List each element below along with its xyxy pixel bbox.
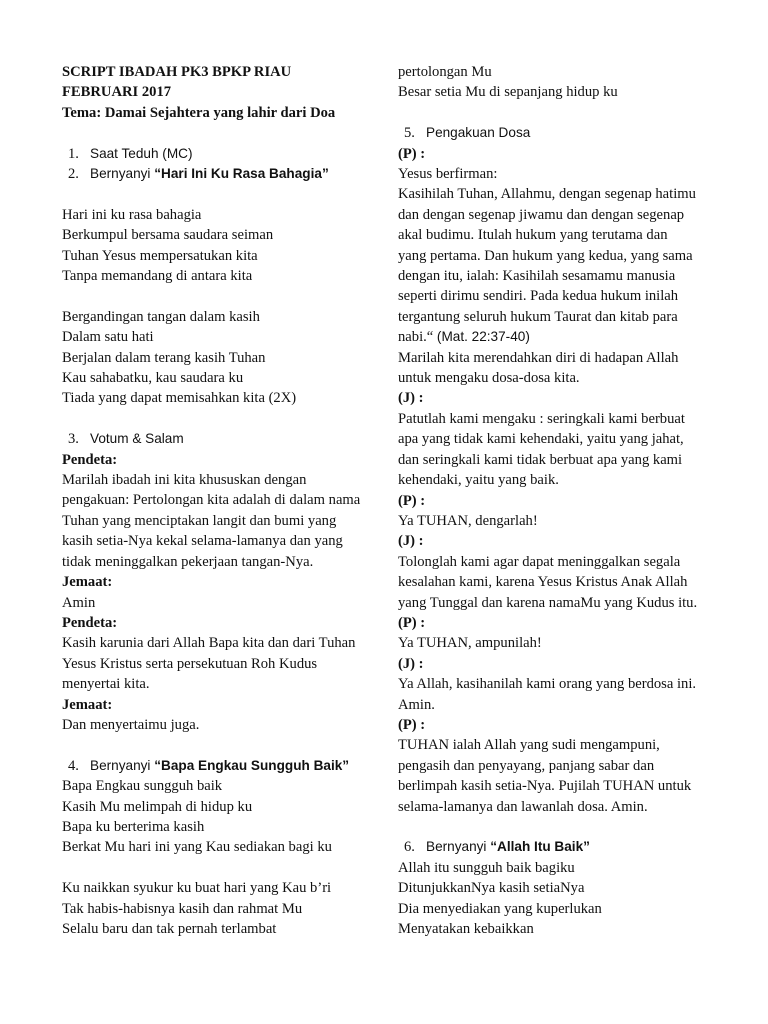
song-title: “Allah Itu Baik”: [490, 839, 590, 855]
speaker-label: Pendeta:: [62, 614, 118, 631]
text-line: Yesus Kristus serta persekutuan Roh Kudus: [62, 655, 318, 672]
text-line: akal budimu. Itulah hukum yang terutama dan: [398, 227, 668, 244]
lyric-line: Berjalan dalam terang kasih Tuhan: [62, 349, 266, 366]
text-line: Tolonglah kami agar dapat meninggalkan segala: [398, 553, 681, 570]
text-line: TUHAN ialah Allah yang sudi mengampuni,: [398, 737, 660, 754]
text-line: Ya Allah, kasihanilah kami orang yang berdosa ini.: [398, 676, 697, 693]
lyric-line: Berkat Mu hari ini yang Kau sediakan bagi ku: [62, 839, 332, 856]
list-item-text: Votum & Salam: [90, 431, 184, 447]
text-line: Kasih karunia dari Allah Bapa kita dan dari Tuhan: [62, 635, 356, 652]
lyric-line: Bapa ku berterima kasih: [62, 818, 205, 835]
list-item-text: Saat Teduh (MC): [90, 145, 193, 161]
text-line: kehendaki, yaitu yang baik.: [398, 472, 559, 489]
text-line: Dan menyertaimu juga.: [62, 716, 200, 733]
text-line: dan seringkali kami tidak berbuat apa yang kami: [398, 451, 683, 468]
text-line: dengan itu, ialah: Kasihilah sesamamu manusia: [398, 268, 676, 285]
left-column: [62, 62, 382, 939]
lyric-line: Hari ini ku rasa bahagia: [62, 206, 202, 223]
text-line: seperti dirimu sendiri. Pada kedua hukum inilah: [398, 288, 679, 305]
speaker-label: (P) :: [398, 145, 426, 162]
list-number: 2.: [68, 166, 79, 183]
text-line: Ya TUHAN, dengarlah!: [398, 512, 538, 529]
list-number: 3.: [68, 431, 79, 448]
list-number: 6.: [404, 839, 415, 856]
list-item-4: [62, 756, 382, 776]
text-line: dan dengan segenap jiwamu dan dengan segenap: [398, 206, 685, 223]
lyric-line: Dia menyediakan yang kuperlukan: [398, 900, 602, 917]
text-line: Patutlah kami mengaku : seringkali kami berbuat: [398, 410, 685, 427]
list-item-text: Pengakuan Dosa: [426, 125, 531, 141]
text-line: Amin: [62, 594, 96, 611]
text-line: Kasihilah Tuhan, Allahmu, dengan segenap hatimu: [398, 186, 696, 203]
document-date: FEBRUARI 2017: [62, 84, 172, 101]
right-column: [398, 62, 728, 939]
text-fragment: nabi.“: [398, 329, 434, 346]
lyric-line: Selalu baru dan tak pernah terlambat: [62, 920, 277, 937]
document-theme: Tema: Damai Sejahtera yang lahir dari Doa: [62, 104, 336, 121]
text-line: Marilah kita merendahkan diri di hadapan Allah: [398, 349, 679, 366]
list-item-6: [398, 837, 728, 857]
lyric-line: Tuhan Yesus mempersatukan kita: [62, 247, 258, 264]
text-line: yang pertama. Dan hukum yang kedua, yang sama: [398, 247, 693, 264]
list-item-text: Bernyanyi: [90, 166, 155, 182]
text-line: tergantung seluruh hukum Taurat dan kitab para: [398, 308, 678, 325]
lyric-line: Tiada yang dapat memisahkan kita (2X): [62, 390, 297, 407]
song-title: “Bapa Engkau Sungguh Baik”: [154, 757, 350, 773]
text-line: Ya TUHAN, ampunilah!: [398, 635, 542, 652]
text-line: kesalahan kami, karena Yesus Kristus Anak Allah: [398, 574, 688, 591]
list-item-1: [62, 144, 382, 164]
text-line: pengasih dan penyayang, panjang sabar dan: [398, 757, 655, 774]
lyric-line: DitunjukkanNya kasih setiaNya: [398, 880, 585, 897]
text-line: tidak meninggalkan pekerjaan tangan-Nya.: [62, 553, 314, 570]
speaker-label: Jemaat:: [62, 574, 113, 591]
text-line: berlimpah kasih setia-Nya. Pujilah TUHAN untuk: [398, 778, 692, 795]
lyric-line: Besar setia Mu di sepanjang hidup ku: [398, 84, 618, 101]
text-line: Marilah ibadah ini kita khususkan dengan: [62, 472, 307, 489]
list-item-text: Bernyanyi: [90, 757, 155, 773]
lyric-line: Bapa Engkau sungguh baik: [62, 778, 223, 795]
list-number: 5.: [404, 125, 415, 142]
lyric-line: Kau sahabatku, kau saudara ku: [62, 370, 244, 387]
speaker-label: (J) :: [398, 655, 424, 672]
text-line: pengakuan: Pertolongan kita adalah di dalam nama: [62, 492, 361, 509]
text-line: Yesus berfirman:: [398, 166, 498, 183]
list-number: 4.: [68, 757, 79, 774]
lyric-line: Dalam satu hati: [62, 329, 154, 346]
text-line: untuk mengaku dosa-dosa kita.: [398, 370, 580, 387]
text-line: apa yang tidak kami kehendaki, yaitu yang jahat,: [398, 431, 684, 448]
scripture-reference: (Mat. 22:37-40): [436, 329, 530, 345]
text-line: selama-lamanya dan lawanlah dosa. Amin.: [398, 798, 648, 815]
lyric-line: Menyatakan kebaikkan: [398, 921, 534, 938]
lyric-line: Berkumpul bersama saudara seiman: [62, 227, 274, 244]
lyric-line: Tak habis-habisnya kasih dan rahmat Mu: [62, 900, 303, 917]
speaker-label: Pendeta:: [62, 451, 118, 468]
list-item-3: [62, 429, 382, 449]
text-line: menyertai kita.: [62, 676, 150, 693]
lyric-line: Ku naikkan syukur ku buat hari yang Kau b’ri: [62, 880, 332, 897]
document-title: SCRIPT IBADAH PK3 BPKP RIAU: [62, 64, 292, 80]
speaker-label: Jemaat:: [62, 696, 113, 713]
lyric-line: Bergandingan tangan dalam kasih: [62, 308, 260, 325]
list-item-5: [398, 123, 728, 143]
list-item-text: Bernyanyi: [426, 839, 491, 855]
speaker-label: (J) :: [398, 533, 424, 550]
lyric-line: pertolongan Mu: [398, 64, 492, 80]
speaker-label: (P) :: [398, 492, 426, 509]
lyric-line: Allah itu sungguh baik bagiku: [398, 859, 575, 876]
text-line: [398, 327, 728, 347]
list-item-2: [62, 164, 382, 184]
speaker-label: (P) :: [398, 614, 426, 631]
list-number: 1.: [68, 145, 79, 162]
text-line: Amin.: [398, 696, 435, 713]
speaker-label: (P) :: [398, 716, 426, 733]
lyric-line: Tanpa memandang di antara kita: [62, 268, 253, 285]
song-title: “Hari Ini Ku Rasa Bahagia”: [154, 166, 329, 182]
text-line: Tuhan yang menciptakan langit dan bumi yang: [62, 512, 337, 529]
text-line: kasih setia-Nya kekal selama-lamanya dan yang: [62, 533, 343, 550]
text-line: yang Tunggal dan karena namaMu yang Kudus itu.: [398, 594, 698, 611]
lyric-line: Kasih Mu melimpah di hidup ku: [62, 798, 253, 815]
speaker-label: (J) :: [398, 390, 424, 407]
